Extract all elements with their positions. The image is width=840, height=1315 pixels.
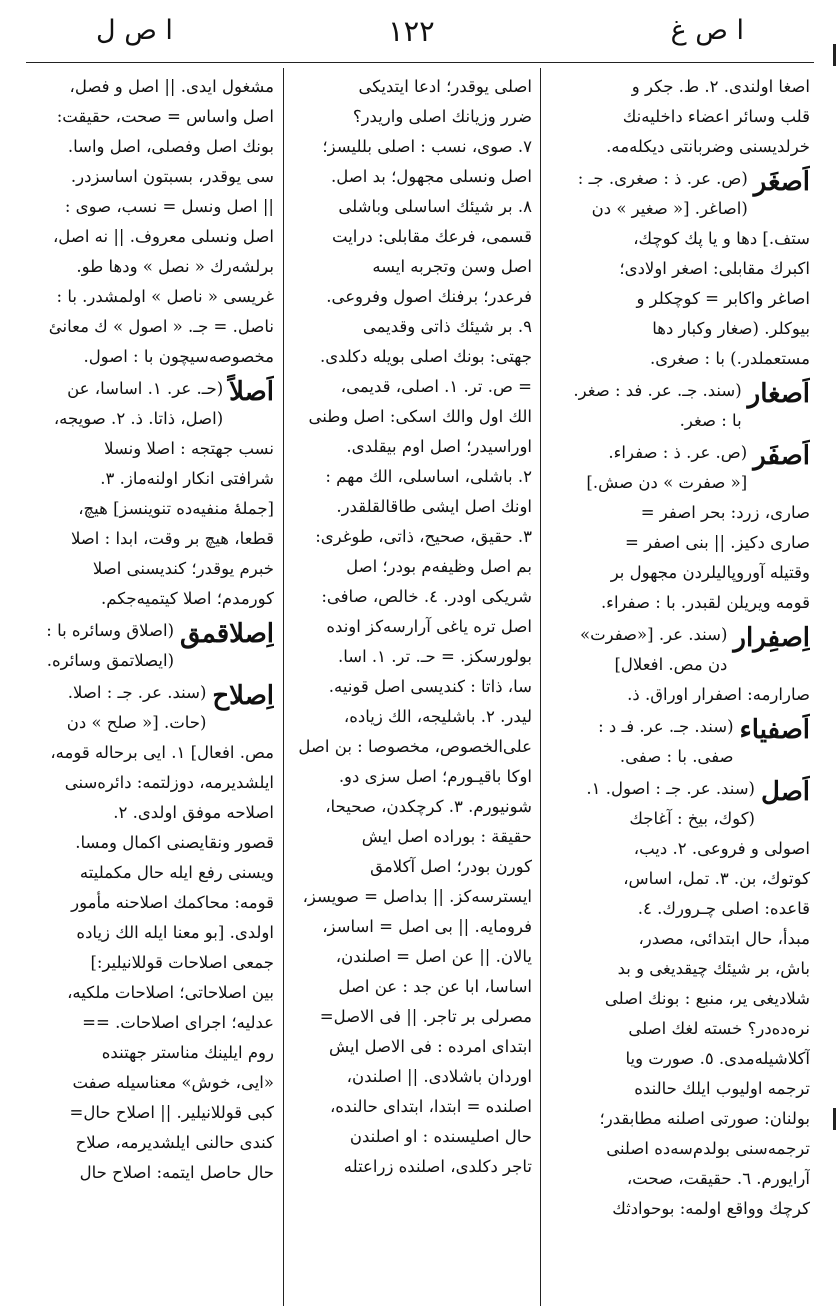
entry-text-line: ترجمه اولیوب ایلك حالنده — [634, 1079, 810, 1098]
entry-text-line: قطعا، هیچ بر وقت، ابدا : اصلا — [70, 529, 274, 548]
entry-text-line: جمعی اصلاحات قوللانیلیر:] — [90, 953, 274, 972]
entry-text-line: (حـ. عر. ١. اساسا، عن — [67, 379, 224, 398]
entry-text-line: فرومایه. || بی اصل = اساسز، — [322, 917, 532, 936]
left-guide-word: ا ص ل — [96, 15, 173, 46]
entry-text-line: قسمی، فرعك مقابلی: درایت — [332, 227, 532, 246]
page-edge-mark — [833, 1108, 836, 1130]
entry-text-line: ستف.] دها و یا پك کوچك، — [633, 229, 810, 248]
entry-text-line: اصل ونسلی مجهول؛ بد اصل. — [330, 167, 532, 186]
entry-text-line: (سند. جـ. عر. فد : صغر. — [573, 381, 742, 400]
entry-text-line: کوتوك، بن. ٣. تمل، اساس، — [623, 869, 810, 888]
dictionary-entry — [292, 72, 532, 1182]
entry-text-line: جهتی: بونك اصلی بویله دکلدی. — [319, 347, 532, 366]
entry-text-line: اصل ونسلی معروف. || نه اصل، — [52, 227, 274, 246]
entry-text-line: اصل وسن وتجربه ایسه — [372, 257, 532, 276]
entry-text-line: صفی. با : صفی. — [619, 747, 734, 766]
entry-text-line: فرعدر؛ برفنك اصول وفروعی. — [326, 287, 532, 306]
entry-text-line: مخصوصه‌سیچون با : اصول. — [83, 347, 274, 366]
entry-text-line: روم ایلینك مناستر جهتنده — [101, 1043, 274, 1062]
entry-text-line: ضرر وزیانك اصلی واریدر؟ — [352, 107, 532, 126]
entry-text-line: (ایصلاتمق وسائره. — [46, 651, 175, 670]
entry-text-line: کبی قوللانیلیر. || اصلاح حال= — [69, 1103, 274, 1122]
entry-text-line: لیدر. ٢. باشلیجه، الك زیاده، — [343, 707, 532, 726]
entry-text-line: ایلشدیرمه، دوزلتمه: دائره‌سنی — [64, 773, 274, 792]
entry-text-line: مشغول ایدی. || اصل و فصل، — [69, 77, 274, 96]
entry-text-line: قاعده: اصلی چـرورك. ٤. — [637, 899, 810, 918]
entry-text-line: دن مص. افعلال] — [614, 655, 728, 674]
entry-text-line: کورمدم؛ اصلا کیتمیه‌جکم. — [101, 589, 274, 608]
entry-text-line: [جملهٔ منفیه‌ده تنوینسز] هیچ، — [78, 499, 274, 518]
entry-text-line: (ص. عر. ذ : صفراء. — [608, 443, 748, 462]
right-guide-word: ا ص غ — [670, 15, 744, 46]
entry-text-line: (سند. جـ. عر. فـ د : — [598, 717, 734, 736]
entry-text-line: الك اول والك اسکی: اصل وطنی — [308, 407, 532, 426]
entry-text-line: (اصل، ذاتا. ذ. ٢. صویجه، — [53, 409, 224, 428]
entry-text-line: برلشه‌رك « نصل » ودها طو. — [76, 257, 274, 276]
entry-text-line: صارارمه: اصفرار اوراق. ذ. — [627, 685, 810, 704]
entry-text-line: ابتدای امرده : فی الاصل ایش — [329, 1037, 532, 1056]
entry-text-line: علی‌الخصوص، مخصوصا : بن اصل — [298, 737, 532, 756]
entry-text-line: (اصلاق وسائره با : — [46, 621, 175, 640]
entry-text-line: بین اصلاحاتی؛ اصلاحات ملکیه، — [67, 983, 274, 1002]
entry-text-line: صاری، زرد: بحر اصفر = — [640, 503, 810, 522]
entry-text-line: ٣. حقیق، صحیح، ذاتی، طوغری: — [315, 527, 532, 546]
entry-text-line: آرایورم. ٦. حقیقت، صحت، — [626, 1169, 810, 1188]
entry-text-line: نره‌ده‌در؟ خسته لغك اصلی — [628, 1019, 810, 1038]
entry-text-line: ٢. باشلی، اساسلی، الك مهم : — [325, 467, 532, 486]
column-divider-left — [283, 68, 284, 1306]
entry-headword: اَصفَر — [753, 441, 810, 471]
entry-text-line: آکلاشیله‌مدی. ٥. صورت ویا — [625, 1049, 810, 1068]
entry-headword: اَصل — [761, 777, 810, 807]
entry-text-line: کندی حالنی ایلشدیرمه، صلاح — [75, 1133, 274, 1152]
entry-text-line: اساسا، ابا عن جد : عن اصل — [338, 977, 532, 996]
header-rule — [26, 62, 814, 63]
entry-headword: اِصلاقمق — [180, 619, 274, 649]
entry-headword: اِصفِرار — [733, 623, 810, 653]
entry-text-line: (اصاغر. [« صغیر » دن — [591, 199, 748, 218]
entry-text-line: قلب وسائر اعضاء داخلیه‌نك — [622, 107, 810, 126]
middle-column — [292, 72, 532, 1302]
entry-text-line: اصلاحه موفق اولدی. ٢. — [113, 803, 274, 822]
entry-text-line: صاری دکیز. || بنی اصفر = — [625, 533, 810, 552]
entry-text-line: ترجمه‌سنی بولدم‌سه‌ده اصلنی — [606, 1139, 810, 1158]
dictionary-entry — [548, 712, 810, 772]
entry-text-line: سا، ذاتا : کندیسی اصل قونیه. — [328, 677, 532, 696]
entry-text-line: (حات. [« صلح » دن — [66, 713, 207, 732]
entry-text-line: اصلی یوقدر؛ ادعا ایتدیکی — [358, 77, 532, 96]
left-column — [30, 72, 274, 1302]
page-edge-mark — [833, 44, 836, 66]
entry-text-line: اوراسیدر؛ اصل اوم بیقلدی. — [346, 437, 532, 456]
entry-text-line: ٧. صوی، نسب : اصلی بللیسز؛ — [322, 137, 532, 156]
column-divider-right — [540, 68, 541, 1306]
entry-text-line: شریکی اودر. ٤. خالص، صافی: — [321, 587, 532, 606]
entry-text-line: بیوکلر. (صغار وکبار دها — [652, 319, 810, 338]
entry-text-line: نسب جهتجه : اصلا ونسلا — [104, 439, 274, 458]
dictionary-entry — [548, 376, 810, 436]
entry-text-line: قومه: محاکمك اصلاحنه مأمور — [71, 893, 274, 912]
entry-text-line: بولنان: صورتی اصلنه مطابقدر؛ — [599, 1109, 810, 1128]
dictionary-entry — [30, 616, 274, 676]
entry-text-line: اصغا اولندی. ٢. ط. جکر و — [631, 77, 810, 96]
entry-text-line: «ایی، خوش» معناسیله صفت — [72, 1073, 274, 1092]
entry-text-line: اونك اصل ایشی طاقالقلقدر. — [336, 497, 532, 516]
dictionary-entry — [30, 374, 274, 614]
entry-text-line: بونك اصل وفصلی، اصل واسا. — [67, 137, 274, 156]
entry-text-line: عدلیه؛ اجرای اصلاحات. == — [82, 1013, 274, 1032]
entry-text-line: قومه ویریلن لقبدر. با : صفراء. — [600, 593, 810, 612]
entry-text-line: (سند. عر. جـ : اصول. ١. — [586, 779, 755, 798]
entry-text-line: اوردان باشلادی. || اصلندن، — [346, 1067, 532, 1086]
entry-text-line: حال حاصل ایتمه: اصلاح حال — [79, 1163, 274, 1182]
entry-text-line: اصلنده = ابتدا، ابتدای حالنده، — [329, 1097, 532, 1116]
entry-text-line: شرافتی انکار اولنه‌ماز. ٣. — [100, 469, 274, 488]
entry-text-line: بم اصل وظیفه‌م بودر؛ اصل — [346, 557, 532, 576]
entry-text-line: غریسی « ناصل » اولمشدر. با : — [56, 287, 274, 306]
dictionary-entry — [30, 72, 274, 372]
entry-text-line: کرچك وواقع اولمه: بوحوادثك — [612, 1199, 810, 1218]
entry-text-line: = ص. تر. ١. اصلی، قدیمی، — [340, 377, 532, 396]
entry-text-line: خبرم یوقدر؛ کندیسنی اصلا — [92, 559, 274, 578]
entry-text-line: مستعملدر.) با : صغری. — [650, 349, 810, 368]
entry-text-line: ٨. بر شیئك اساسلی وباشلی — [338, 197, 532, 216]
dictionary-entry — [30, 678, 274, 1188]
entry-text-line: اصل تره یاغی آرارسه‌کز اونده — [326, 617, 532, 636]
entry-text-line: (سند. عر. [«صفرت» — [579, 625, 728, 644]
entry-text-line: اوکا باقیـورم؛ اصل سزی دو. — [338, 767, 532, 786]
entry-text-line: مبدأ، حال ابتدائی، مصدر، — [638, 929, 810, 948]
entry-text-line: سی یوقدر، بسبتون اساسزدر. — [70, 167, 274, 186]
entry-headword: اَصلاً — [229, 377, 274, 407]
entry-text-line: اکبرك مقابلی: اصغر اولادی؛ — [619, 259, 810, 278]
entry-headword: اَصغَر — [753, 167, 810, 197]
entry-text-line: یالان. || عن اصل = اصلندن، — [335, 947, 532, 966]
entry-text-line: ایسترسه‌کز. || بداصل = صویسز، — [302, 887, 532, 906]
entry-text-line: اصل واساس = صحت، حقیقت: — [56, 107, 274, 126]
entry-headword: اَصفیاء — [739, 715, 810, 745]
entry-text-line: تاجر دکلدی، اصلنده زراعتله — [343, 1157, 532, 1176]
entry-text-line: اصولی و فروعی. ٢. دیب، — [633, 839, 810, 858]
entry-text-line: کورن بودر؛ اصل آکلامق — [370, 857, 532, 876]
entry-text-line: وقتیله آوروپالیلردن مجهول بر — [610, 563, 810, 582]
dictionary-entry — [548, 164, 810, 374]
dictionary-entry — [548, 438, 810, 618]
dictionary-entry — [548, 620, 810, 710]
page-number: ١٢٢ — [388, 14, 435, 48]
entry-text-line: (کوك، بیخ : آغاجك — [629, 809, 755, 828]
entry-headword: اَصغار — [747, 379, 810, 409]
entry-text-line: ویسنی رفع ایله حال مکملیته — [79, 863, 274, 882]
entry-text-line: مص. افعال] ١. ایی برحاله قومه، — [50, 743, 274, 762]
entry-text-line: [« صفرت » دن صش.] — [586, 473, 748, 492]
entry-text-line: مصرلی بر تاجر. || فی الاصل= — [319, 1007, 532, 1026]
entry-text-line: قصور ونقایصنی اکمال ومسا. — [75, 833, 274, 852]
entry-text-line: با : صغر. — [679, 411, 742, 430]
entry-text-line: (ص. عر. ذ : صغری. جـ : — [577, 169, 748, 188]
entry-text-line: بولورسکز. = حـ. تر. ١. اسا. — [338, 647, 532, 666]
entry-text-line: اصاغر واکابر = کوچکلر و — [636, 289, 810, 308]
entry-text-line: (سند. عر. جـ : اصلا. — [67, 683, 207, 702]
entry-text-line: || اصل ونسل = نسب، صوی : — [64, 197, 274, 216]
entry-text-line: حال اصلیسنده : او اصلندن — [349, 1127, 532, 1146]
entry-text-line: خرلدیسنی وضربانتی دیکله‌مه. — [606, 137, 810, 156]
entry-text-line: اولدی. [بو معنا ایله الك زیاده — [76, 923, 274, 942]
right-column — [548, 72, 810, 1302]
dictionary-entry — [548, 72, 810, 162]
entry-text-line: باش، بر شیئك چیقدیغی و بد — [617, 959, 810, 978]
entry-text-line: حقیقة : بوراده اصل ایش — [361, 827, 532, 846]
entry-text-line: شونیورم. ٣. کرچکدن، صحیحا، — [325, 797, 532, 816]
dictionary-entry — [548, 774, 810, 1224]
page-header — [0, 0, 840, 62]
entry-text-line: ٩. بر شیئك ذاتی وقدیمی — [362, 317, 532, 336]
entry-headword: اِصلاح — [212, 681, 274, 711]
entry-text-line: ناصل. = جـ. « اصول » ك معانئ — [48, 317, 274, 336]
entry-text-line: شلادیغی یر، منبع : بونك اصلی — [604, 989, 810, 1008]
